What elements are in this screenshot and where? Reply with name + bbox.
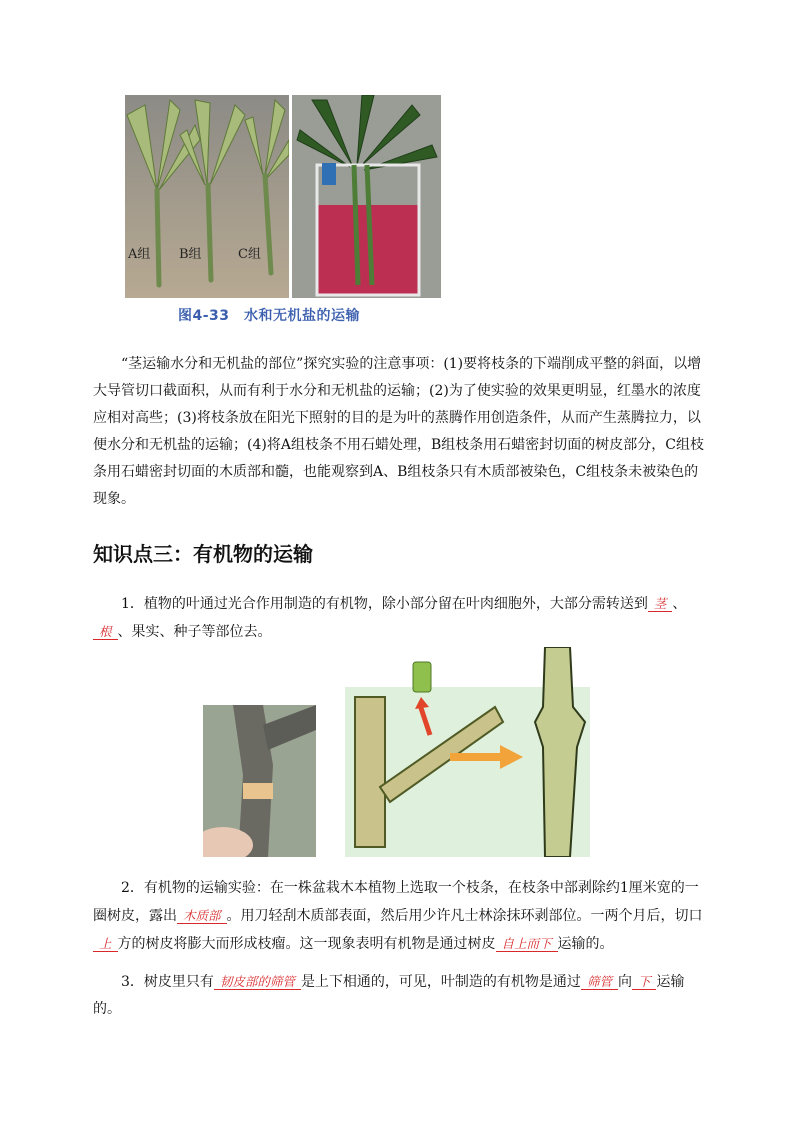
- answer-blank: 木质部: [177, 908, 227, 924]
- answer-blank: 韧皮部的筛管: [214, 974, 301, 990]
- item-1: [93, 590, 705, 646]
- answer-blank: 根: [93, 624, 118, 640]
- item2-text-a: 2．有机物的运输实验：在一株盆栽木本植物上选取一个枝条，在枝条中部剥除约1厘米宽的一圈树皮，露出: [93, 880, 699, 924]
- note-paragraph: “茎运输水分和无机盐的部位”探究实验的注意事项：(1)要将枝条的下端削成平整的斜面，以增大导管切口截面积，从而有利于水分和无机盐的运输；(2)为了使实验的效果更明显，红墨水的浓度应相对高些；(3)将枝条放在阳光下照射的目的是为叶的蒸腾作用创造条件，从而产生蒸腾拉力，以便水分和无机盐的运输；(4)将A组枝条不用石蜡处理，B组枝条用石蜡密封切面的树皮部分，C组枝条用石蜡密封切面的木质部和髓，也能观察到A、B组枝条只有木质部被染色，C组枝条未被染色的现象。: [93, 356, 704, 507]
- answer-blank: 上: [93, 936, 118, 952]
- answer-blank: 下: [632, 974, 657, 990]
- item3-text-c: 向: [617, 974, 632, 990]
- item-2: [93, 875, 705, 958]
- label-group-c: C组: [238, 247, 261, 262]
- item1-text-b: 、: [672, 596, 687, 612]
- figure-caption: 图4-33 水和无机盐的运输: [178, 308, 361, 324]
- answer-blank: 筛管: [581, 974, 618, 990]
- girdled-branch-photo: [203, 705, 316, 857]
- beaker-photo: [292, 95, 441, 298]
- item2-text-b: 。用刀轻刮木质部表面，然后用少许凡士林涂抹环剥部位。一两个月后，切口: [226, 908, 703, 924]
- branches-photo: [125, 95, 289, 298]
- label-group-a: A组: [128, 247, 151, 262]
- item2-text-d: 运输的。: [557, 936, 614, 952]
- item3-text-d: 运输的。: [93, 974, 685, 1017]
- answer-blank: 自上而下: [496, 936, 558, 952]
- item2-text-c: 方的树皮将膨大而形成枝瘤。这一现象表明有机物是通过树皮: [117, 936, 496, 952]
- item3-text-b: 是上下相通的，可见，叶制造的有机物是通过: [300, 974, 581, 990]
- item1-text-a: 1．植物的叶通过光合作用制造的有机物，除小部分留在叶肉细胞外，大部分需转送到: [121, 596, 648, 612]
- item1-text-c: 、果实、种子等部位去。: [117, 624, 272, 640]
- girdling-diagram: [345, 647, 590, 857]
- answer-blank: 茎: [648, 596, 673, 612]
- item3-text-a: 3．树皮里只有: [121, 974, 214, 990]
- label-group-b: B组: [179, 247, 202, 262]
- item-3: [93, 968, 705, 1023]
- section-heading: 知识点三：有机物的运输: [93, 542, 313, 566]
